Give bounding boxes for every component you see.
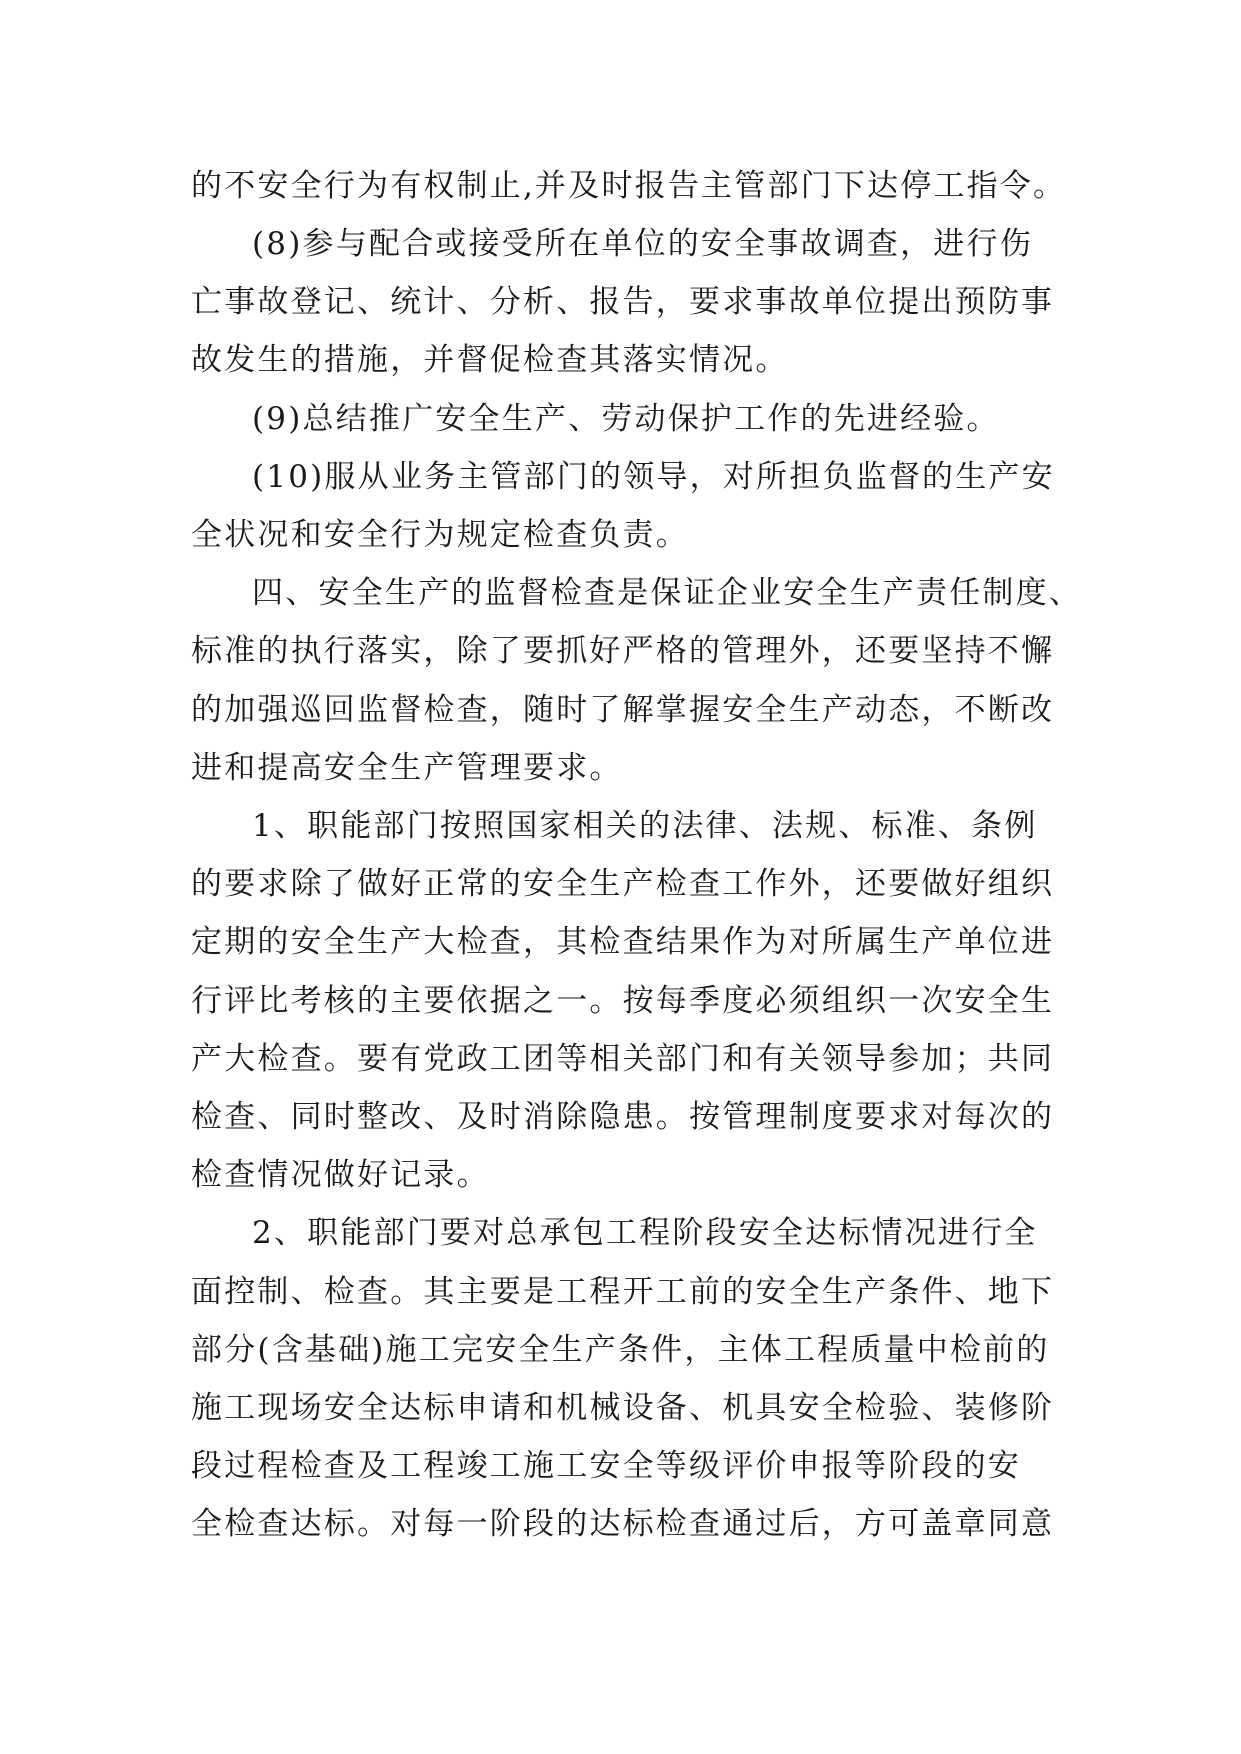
text-line: 施工现场安全达标申请和机械设备、机具安全检验、装修阶 (191, 1390, 1055, 1426)
text-line: 段过程检查及工程竣工施工安全等级评价申报等阶段的安 (191, 1448, 1021, 1484)
text-line: 四、安全生产的监督检查是保证企业安全生产责任制度、 (252, 575, 1082, 611)
text-line: 的要求除了做好正常的安全生产检查工作外，还要做好组织 (191, 866, 1055, 902)
text-line: 亡事故登记、统计、分析、报告，要求事故单位提出预防事 (191, 284, 1055, 320)
text-line: (9)总结推广安全生产、劳动保护工作的先进经验。 (252, 401, 1000, 437)
text-line: 标准的执行落实，除了要抓好严格的管理外，还要坚持不懈 (191, 633, 1055, 669)
text-line: 检查、同时整改、及时消除隐患。按管理制度要求对每次的 (191, 1099, 1055, 1135)
text-line: 行评比考核的主要依据之一。按每季度必须组织一次安全生 (191, 983, 1055, 1019)
text-line: 定期的安全生产大检查，其检查结果作为对所属生产单位进 (191, 924, 1055, 960)
text-line: 全状况和安全行为规定检查负责。 (191, 517, 689, 553)
text-line: 部分(含基础)施工完安全生产条件，主体工程质量中检前的 (191, 1332, 1050, 1368)
text-line: 产大检查。要有党政工团等相关部门和有关领导参加；共同 (191, 1041, 1055, 1077)
text-line: 全检查达标。对每一阶段的达标检查通过后，方可盖章同意 (191, 1506, 1055, 1542)
text-line: 检查情况做好记录。 (191, 1157, 490, 1193)
text-line: 的加强巡回监督检查，随时了解掌握安全生产动态，不断改 (191, 692, 1055, 728)
text-line: 1、职能部门按照国家相关的法律、法规、标准、条例 (252, 808, 1038, 844)
text-line: 的不安全行为有权制止,并及时报告主管部门下达停工指令。 (191, 168, 1067, 204)
text-line: (10)服从业务主管部门的领导，对所担负监督的生产安 (252, 459, 1055, 495)
text-line: 故发生的措施，并督促检查其落实情况。 (191, 342, 789, 378)
text-line: 进和提高安全生产管理要求。 (191, 750, 623, 786)
text-line: 2、职能部门要对总承包工程阶段安全达标情况进行全 (252, 1215, 1038, 1251)
text-line: (8)参与配合或接受所在单位的安全事故调查，进行伤 (252, 226, 1033, 262)
text-line: 面控制、检查。其主要是工程开工前的安全生产条件、地下 (191, 1274, 1055, 1310)
